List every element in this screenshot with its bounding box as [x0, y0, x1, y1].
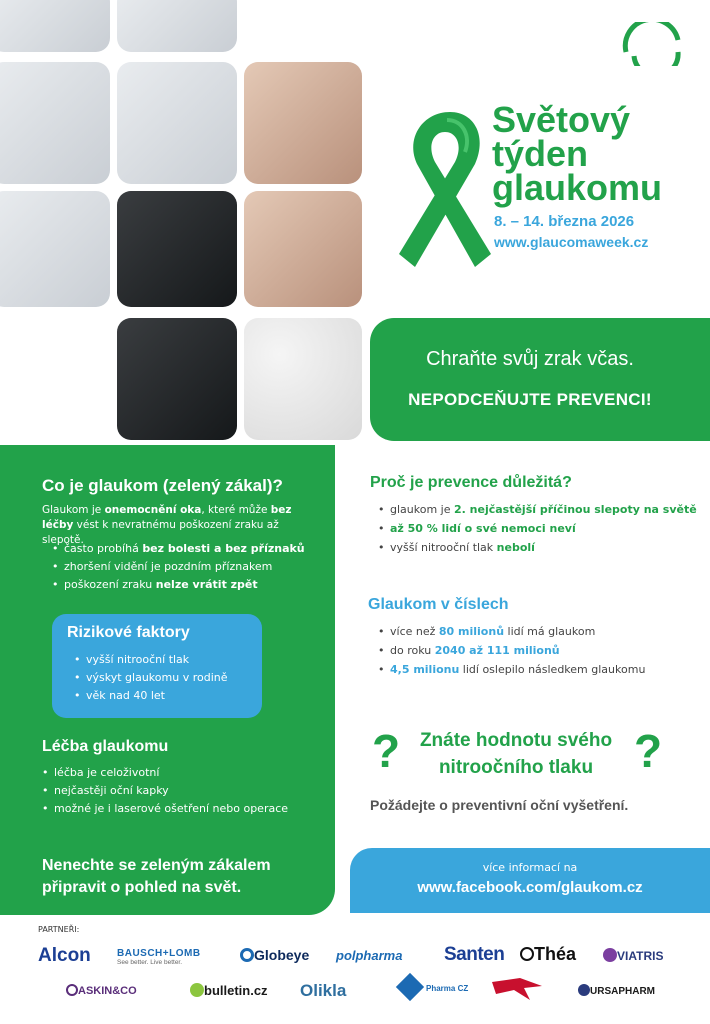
list-item: • zhoršení vidění je pozdním příznakem: [52, 558, 305, 576]
photo-tile: [244, 191, 362, 307]
partner-logo-santen: Santen: [444, 944, 505, 965]
partner-logo-globeye: Globeye: [240, 947, 309, 963]
list-item: • často probíhá bez bolesti a bez příznaků: [52, 540, 305, 558]
title-line-2: týden: [492, 133, 589, 174]
list-item: • glaukom je 2. nejčastější příčinou slepoty na světě: [378, 500, 697, 519]
what-is-list: [52, 540, 305, 594]
prevention-banner: [370, 318, 710, 441]
title-line-3: glaukomu: [492, 167, 663, 208]
list-item: • nejčastěji oční kapky: [42, 782, 288, 800]
awareness-ribbon-icon: [395, 102, 495, 277]
photo-tile: [117, 62, 237, 184]
partner-logo-alcon: Alcon: [38, 945, 91, 966]
exam-request: Požádejte o preventivní oční vyšetření.: [370, 797, 629, 813]
list-item: • vyšší nitrooční tlak nebolí: [378, 538, 697, 557]
partner-logo-polpharma: polpharma: [336, 948, 403, 963]
treatment-title: Léčba glaukomu: [42, 738, 169, 755]
title-line-1: Světový: [492, 99, 631, 140]
photo-tile: [117, 0, 237, 52]
photo-tile: [117, 318, 237, 440]
risk-factors-box: [52, 614, 262, 718]
numbers-list: [378, 622, 645, 679]
partner-logo-viatris: VIATRIS: [603, 948, 663, 963]
risk-title: Rizikové faktory: [67, 624, 190, 641]
list-item: • až 50 % lidí o své nemoci neví: [378, 519, 697, 538]
partner-logo-pharma-cz: Pharma CZ: [400, 977, 468, 997]
partner-logo-askin: ASKIN&CO: [66, 984, 137, 997]
event-website[interactable]: www.glaucomaweek.cz: [494, 234, 649, 250]
list-item: • vyšší nitrooční tlak: [74, 651, 228, 669]
partner-logo-red-eagle: [490, 976, 544, 1002]
list-item: • více než 80 milionů lidí má glaukom: [378, 622, 645, 641]
list-item: • výskyt glaukomu v rodině: [74, 669, 228, 687]
more-info-box: [350, 848, 710, 913]
question-mark-icon: ?: [372, 725, 401, 777]
society-logo: [620, 22, 686, 66]
numbers-title: Glaukom v číslech: [368, 596, 509, 613]
list-item: • léčba je celoživotní: [42, 764, 288, 782]
photo-tile: [117, 191, 237, 307]
more-info-label: více informací na: [482, 861, 578, 874]
partner-logo-bausch-lomb: BAUSCH+LOMB See better. Live better.: [117, 948, 201, 966]
partner-logo-bulletin: bulletin.cz: [190, 983, 268, 998]
what-is-title: Co je glaukom (zelený zákal)?: [42, 476, 283, 495]
facebook-link[interactable]: www.facebook.com/glaukom.cz: [417, 879, 643, 896]
photo-tile: [0, 0, 110, 52]
list-item: • do roku 2040 až 111 milionů: [378, 641, 645, 660]
treatment-list: [42, 764, 288, 818]
partner-logo-thea: Théa: [520, 944, 576, 965]
list-item: • věk nad 40 let: [74, 687, 228, 705]
list-item: • poškození zraku nelze vrátit zpět: [52, 576, 305, 594]
photo-tile: [0, 62, 110, 184]
what-is-intro: Glaukom je onemocnění oka, které může bez léčby vést k nevratnému poškození zraku až slepotě.: [42, 504, 292, 546]
event-dates: 8. – 14. března 2026: [494, 213, 635, 230]
partner-logo-olikla: Olikla: [300, 981, 347, 1000]
why-list: [378, 500, 697, 557]
list-item: • 4,5 milionu lidí oslepilo následkem glaukomu: [378, 660, 645, 679]
closing-message: Nenechte se zeleným zákalem připravit o pohled na svět.: [42, 857, 271, 896]
banner-line-1: Chraňte svůj zrak včas.: [426, 348, 634, 370]
partners-label: PARTNEŘI:: [38, 925, 80, 934]
partner-logo-ursapharm: URSAPHARM: [578, 984, 655, 997]
pressure-question: Znáte hodnotu svého nitroočního tlaku: [419, 730, 613, 778]
banner-line-2: NEPODCEŇUJTE PREVENCI!: [408, 390, 652, 409]
question-mark-icon: ?: [634, 725, 663, 777]
photo-tile: [244, 62, 362, 184]
photo-tile: [0, 191, 110, 307]
why-title: Proč je prevence důležitá?: [370, 474, 572, 491]
photo-tile: [244, 318, 362, 440]
list-item: • možné je i laserové ošetření nebo operace: [42, 800, 288, 818]
